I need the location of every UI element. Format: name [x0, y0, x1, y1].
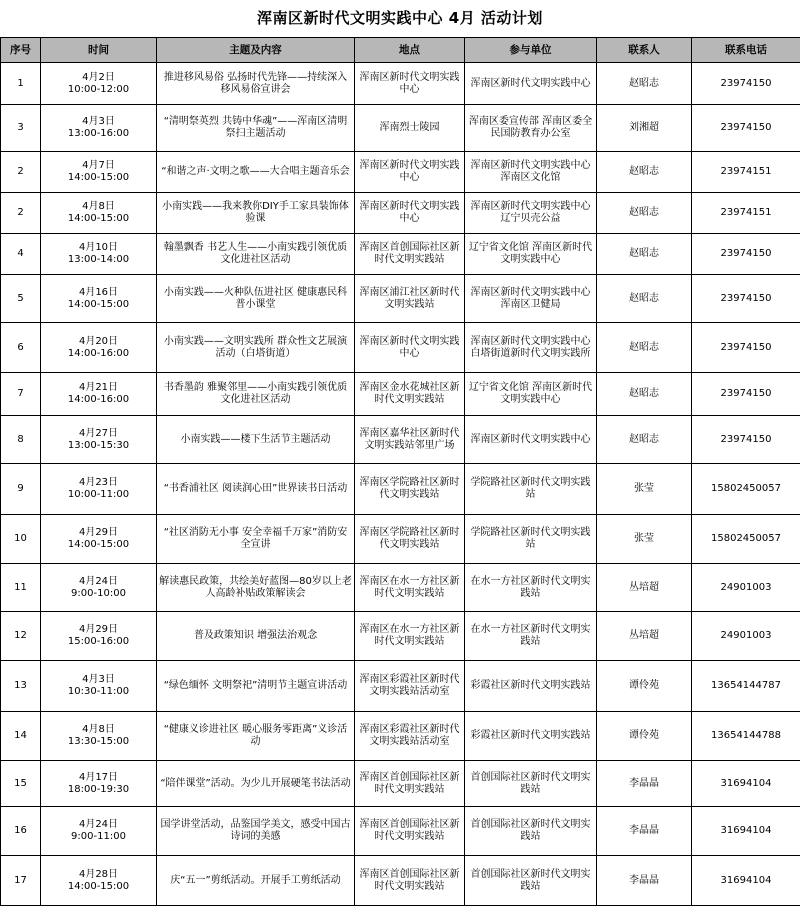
row-no-no: 8 — [17, 433, 24, 445]
page-title: 浑南区新时代文明实践中心 4月 活动计划 — [257, 9, 543, 27]
row-theme-theme: 庆“五一”剪纸活动。开展手工剪纸活动 — [170, 874, 341, 886]
header-units: 参与单位 — [465, 38, 597, 63]
row-place — [355, 712, 465, 761]
row-theme — [157, 807, 355, 856]
row-contact — [597, 464, 692, 515]
row-theme-theme: “绿色缅怀 文明祭祀”清明节主题宣讲活动 — [163, 680, 348, 691]
row-phone-phone: 23974150 — [720, 341, 772, 353]
row-phone — [692, 515, 800, 564]
table-row — [1, 275, 800, 323]
table-row — [1, 712, 800, 761]
row-no-no: 17 — [14, 874, 27, 886]
row-time-time: 13:00-15:30 — [67, 439, 130, 451]
row-phone-phone: 23974150 — [720, 248, 772, 259]
row-contact-contact: 赵昭志 — [629, 248, 659, 259]
row-theme-theme: 书香墨韵 雅聚邻里——小南实践引领优质文化进社区活动 — [163, 382, 348, 405]
row-phone-phone: 23974150 — [720, 433, 772, 445]
row-theme-theme: “陪伴课堂”活动。为少儿开展硬笔书法活动 — [160, 777, 351, 789]
row-contact-contact: 谭伶苑 — [629, 730, 659, 741]
row-units — [465, 105, 597, 152]
row-units-units: 首创国际社区新时代文明实践站 — [470, 819, 591, 842]
row-no-no: 3 — [17, 122, 24, 133]
row-contact-contact: 赵昭志 — [629, 77, 659, 89]
header-theme: 主题及内容 — [157, 38, 355, 63]
row-theme — [157, 275, 355, 323]
row-theme — [157, 515, 355, 564]
table-row — [1, 323, 800, 373]
row-place — [355, 464, 465, 515]
row-theme — [157, 761, 355, 807]
row-time-date: 4月3日 — [82, 116, 115, 127]
row-time-date: 4月10日 — [78, 242, 119, 253]
row-contact-contact: 刘湘超 — [629, 122, 659, 133]
row-units-units: 首创国际社区新时代文明实践站 — [470, 868, 591, 892]
row-contact-contact: 丛培超 — [629, 630, 659, 641]
row-theme — [157, 416, 355, 464]
header-place: 地点 — [355, 38, 465, 63]
row-contact-contact: 张莹 — [634, 533, 654, 544]
row-no — [1, 323, 41, 373]
row-time — [41, 275, 157, 323]
row-time — [41, 152, 157, 193]
row-contact — [597, 807, 692, 856]
row-units — [465, 373, 597, 416]
row-phone-phone: 24901003 — [720, 581, 772, 593]
row-phone — [692, 612, 800, 661]
row-theme — [157, 105, 355, 152]
row-contact-contact: 李晶晶 — [629, 825, 659, 836]
table-row — [1, 761, 800, 807]
row-units-units: 彩霞社区新时代文明实践站 — [470, 680, 591, 691]
row-units-units: 浑南区新时代文明实践中心 浑南区卫健局 — [470, 286, 591, 310]
row-theme-theme: 小南实践——楼下生活节主题活动 — [180, 433, 331, 445]
row-no — [1, 856, 41, 906]
row-time-date: 4月8日 — [82, 201, 115, 212]
row-theme — [157, 152, 355, 193]
row-units — [465, 275, 597, 323]
row-units — [465, 63, 597, 105]
row-time-date: 4月24日 — [78, 575, 119, 587]
row-theme — [157, 234, 355, 275]
row-time-date: 4月29日 — [78, 624, 119, 635]
row-time — [41, 373, 157, 416]
row-phone — [692, 564, 800, 612]
row-theme-theme: 解读惠民政策，共绘美好蓝图—80岁以上老人高龄补贴政策解读会 — [159, 575, 352, 599]
row-no-no: 5 — [17, 292, 24, 304]
row-no — [1, 105, 41, 152]
row-no — [1, 152, 41, 193]
row-contact-contact: 赵昭志 — [629, 207, 659, 218]
row-phone-phone: 13654144787 — [711, 680, 781, 691]
row-time-date: 4月21日 — [78, 382, 119, 393]
table-row — [1, 234, 800, 275]
row-time-time: 13:30-15:00 — [67, 736, 130, 747]
table-row — [1, 152, 800, 193]
row-no — [1, 416, 41, 464]
row-contact — [597, 323, 692, 373]
row-units — [465, 661, 597, 712]
row-contact — [597, 373, 692, 416]
row-contact-contact: 赵昭志 — [629, 166, 659, 177]
row-units-units: 学院路社区新时代文明实践站 — [470, 477, 591, 500]
row-time — [41, 712, 157, 761]
row-no — [1, 373, 41, 416]
row-contact-contact: 赵昭志 — [629, 341, 659, 353]
row-phone — [692, 323, 800, 373]
row-time-time: 13:00-14:00 — [67, 254, 130, 265]
row-theme-theme: 普及政策知识 增强法治观念 — [193, 630, 318, 641]
row-place-place: 浑南区彩霞社区新时代文明实践站活动室 — [359, 674, 460, 697]
row-time-date: 4月20日 — [78, 335, 119, 347]
table-row — [1, 464, 800, 515]
row-units-units: 学院路社区新时代文明实践站 — [470, 527, 591, 550]
row-time-date: 4月2日 — [82, 71, 115, 83]
row-place — [355, 275, 465, 323]
row-place — [355, 856, 465, 906]
row-no — [1, 193, 41, 234]
row-contact — [597, 105, 692, 152]
row-place-place: 浑南区首创国际社区新时代文明实践站 — [359, 868, 460, 892]
row-place — [355, 564, 465, 612]
row-units — [465, 152, 597, 193]
row-no-no: 2 — [17, 166, 24, 177]
row-phone — [692, 234, 800, 275]
row-place — [355, 807, 465, 856]
row-units — [465, 416, 597, 464]
row-units — [465, 807, 597, 856]
row-place — [355, 416, 465, 464]
row-time-time: 14:00-15:00 — [67, 880, 130, 892]
row-contact-contact: 赵昭志 — [629, 433, 659, 445]
row-theme — [157, 323, 355, 373]
row-no — [1, 464, 41, 515]
row-time-time: 15:00-16:00 — [67, 636, 130, 647]
row-time-date: 4月28日 — [78, 868, 119, 880]
row-time-time: 10:30-11:00 — [67, 686, 130, 697]
row-contact — [597, 661, 692, 712]
row-no-no: 7 — [17, 388, 24, 399]
row-no-no: 16 — [14, 825, 27, 836]
row-units-units: 在水一方社区新时代文明实践站 — [470, 575, 591, 599]
row-contact — [597, 275, 692, 323]
row-units — [465, 712, 597, 761]
header-no: 序号 — [1, 38, 41, 63]
row-no — [1, 564, 41, 612]
row-time-date: 4月23日 — [78, 477, 119, 488]
row-units — [465, 464, 597, 515]
row-phone — [692, 193, 800, 234]
row-theme — [157, 856, 355, 906]
row-phone-phone: 23974151 — [720, 166, 772, 177]
row-contact — [597, 515, 692, 564]
row-contact — [597, 193, 692, 234]
row-phone-phone: 23974150 — [720, 77, 772, 89]
row-phone — [692, 63, 800, 105]
row-units-units: 辽宁省文化馆 浑南区新时代文明实践中心 — [468, 382, 593, 405]
row-units — [465, 612, 597, 661]
table-header-row — [1, 38, 800, 63]
row-place-place: 浑南区首创国际社区新时代文明实践站 — [359, 242, 460, 265]
row-time-date: 4月24日 — [78, 819, 119, 830]
table-row — [1, 515, 800, 564]
row-place-place: 浑南区浦江社区新时代文明实践站 — [359, 286, 460, 310]
row-units-units: 首创国际社区新时代文明实践站 — [470, 771, 591, 795]
row-time-time: 14:00-15:00 — [67, 172, 130, 183]
row-theme-theme: “和谐之声·文明之歌——大合唱主题音乐会 — [161, 166, 350, 177]
row-time — [41, 464, 157, 515]
row-place-place: 浑南区新时代文明实践中心 — [359, 201, 460, 224]
row-units — [465, 515, 597, 564]
row-no — [1, 234, 41, 275]
row-no — [1, 275, 41, 323]
row-no — [1, 612, 41, 661]
row-units-units: 辽宁省文化馆 浑南区新时代文明实践中心 — [468, 242, 593, 265]
row-no — [1, 515, 41, 564]
header-contact: 联系人 — [597, 38, 692, 63]
row-place-place: 浑南区学院路社区新时代文明实践站 — [359, 527, 460, 550]
row-units-units: 彩霞社区新时代文明实践站 — [470, 730, 591, 741]
row-contact-contact: 赵昭志 — [629, 292, 659, 304]
table-row — [1, 807, 800, 856]
row-contact — [597, 564, 692, 612]
row-phone — [692, 807, 800, 856]
row-time-date: 4月8日 — [82, 724, 115, 735]
row-place — [355, 63, 465, 105]
row-no-no: 6 — [17, 341, 24, 353]
row-time-time: 10:00-11:00 — [67, 489, 130, 500]
row-place-place: 浑南区在水一方社区新时代文明实践站 — [359, 624, 460, 647]
row-phone — [692, 152, 800, 193]
row-phone — [692, 464, 800, 515]
row-place — [355, 661, 465, 712]
row-contact — [597, 416, 692, 464]
table-row — [1, 105, 800, 152]
row-theme — [157, 661, 355, 712]
row-no — [1, 712, 41, 761]
row-place-place: 浑南区新时代文明实践中心 — [359, 160, 460, 183]
row-theme-theme: 国学讲堂活动，品鉴国学美文，感受中国古诗词的美感 — [160, 819, 351, 842]
row-time-time: 14:00-16:00 — [67, 347, 130, 359]
row-time — [41, 661, 157, 712]
row-contact — [597, 712, 692, 761]
row-phone — [692, 416, 800, 464]
table-row — [1, 373, 800, 416]
row-theme-theme: “社区消防无小事 安全幸福千万家”消防安全宣讲 — [163, 527, 348, 550]
row-phone-phone: 31694104 — [720, 825, 772, 836]
row-units-units: 浑南区新时代文明实践中心 — [470, 77, 591, 89]
row-phone-phone: 23974151 — [720, 207, 772, 218]
row-units-units: 浑南区新时代文明实践中心 — [470, 433, 591, 445]
row-units — [465, 234, 597, 275]
row-no-no: 15 — [14, 777, 27, 789]
row-time — [41, 323, 157, 373]
row-contact — [597, 152, 692, 193]
row-no-no: 12 — [14, 630, 27, 641]
row-theme — [157, 612, 355, 661]
row-contact-contact: 李晶晶 — [629, 777, 659, 789]
row-place — [355, 323, 465, 373]
row-theme — [157, 564, 355, 612]
row-theme — [157, 373, 355, 416]
row-theme-theme: 翰墨飘香 书艺人生——小南实践引领优质文化进社区活动 — [163, 242, 348, 265]
row-place — [355, 373, 465, 416]
row-time-date: 4月29日 — [78, 527, 119, 538]
row-time — [41, 105, 157, 152]
activity-table — [0, 37, 800, 906]
row-no — [1, 807, 41, 856]
row-time — [41, 193, 157, 234]
row-place — [355, 761, 465, 807]
row-contact — [597, 761, 692, 807]
table-body — [1, 63, 800, 906]
row-contact-contact: 李晶晶 — [629, 874, 659, 886]
row-phone-phone: 23974150 — [720, 388, 772, 399]
table-row — [1, 63, 800, 105]
row-contact-contact: 丛培超 — [629, 581, 659, 593]
row-units — [465, 564, 597, 612]
row-phone — [692, 761, 800, 807]
row-theme-theme: 小南实践——我来教你DIY手工家具装饰体验课 — [162, 201, 349, 224]
row-theme — [157, 63, 355, 105]
row-no-no: 14 — [14, 730, 27, 741]
row-no — [1, 661, 41, 712]
row-time — [41, 807, 157, 856]
row-units — [465, 761, 597, 807]
table-row — [1, 856, 800, 906]
row-no-no: 9 — [17, 483, 24, 494]
row-time — [41, 234, 157, 275]
row-time — [41, 856, 157, 906]
row-contact — [597, 612, 692, 661]
row-time-time: 13:00-16:00 — [67, 128, 130, 139]
row-time-time: 9:00-10:00 — [71, 587, 126, 599]
row-theme-theme: “清明祭英烈 共铸中华魂”——浑南区清明祭扫主题活动 — [163, 116, 348, 139]
row-time-date: 4月7日 — [82, 160, 115, 171]
row-time — [41, 416, 157, 464]
row-theme — [157, 193, 355, 234]
table-row — [1, 612, 800, 661]
row-theme-theme: 小南实践——文明实践所 群众性文艺展演活动（白塔街道） — [163, 335, 348, 359]
row-place-place: 浑南区首创国际社区新时代文明实践站 — [359, 819, 460, 842]
row-time-date: 4月16日 — [78, 286, 119, 298]
row-place-place: 浑南区金水花城社区新时代文明实践站 — [359, 382, 460, 405]
row-units-units: 在水一方社区新时代文明实践站 — [470, 624, 591, 647]
row-units-units: 浑南区新时代文明实践中心 白塔街道新时代文明实践所 — [470, 335, 591, 359]
row-phone-phone: 13654144788 — [711, 730, 781, 741]
row-theme-theme: “书香浦社区 阅读润心田”世界读书日活动 — [163, 483, 348, 494]
row-place-place: 浑南区在水一方社区新时代文明实践站 — [359, 575, 460, 599]
row-theme-theme: 小南实践——火种队伍进社区 健康惠民科普小课堂 — [163, 286, 348, 310]
row-units-units: 浑南区新时代文明实践中心 辽宁贝壳公益 — [470, 201, 591, 224]
row-time-date: 4月17日 — [78, 771, 119, 783]
row-time — [41, 515, 157, 564]
row-phone-phone: 24901003 — [720, 630, 772, 641]
table-row — [1, 564, 800, 612]
row-no-no: 1 — [17, 77, 24, 89]
row-place — [355, 515, 465, 564]
row-contact-contact: 赵昭志 — [629, 388, 659, 399]
row-time — [41, 564, 157, 612]
row-time-time: 10:00-12:00 — [67, 83, 130, 95]
row-place-place: 浑南区学院路社区新时代文明实践站 — [359, 477, 460, 500]
row-units-units: 浑南区新时代文明实践中心 浑南区文化馆 — [470, 160, 591, 183]
row-time — [41, 63, 157, 105]
row-phone — [692, 105, 800, 152]
row-no-no: 13 — [14, 680, 27, 691]
row-no-no: 11 — [14, 581, 27, 593]
row-time — [41, 761, 157, 807]
table-row — [1, 193, 800, 234]
header-phone: 联系电话 — [692, 38, 800, 63]
row-phone — [692, 661, 800, 712]
row-no-no: 10 — [14, 533, 27, 544]
row-no-no: 2 — [17, 207, 24, 218]
row-time-time: 18:00-19:30 — [67, 783, 130, 795]
row-place — [355, 193, 465, 234]
row-phone-phone: 23974150 — [720, 292, 772, 304]
row-place — [355, 612, 465, 661]
row-place-place: 浑南区嘉华社区新时代文明实践站邻里广场 — [359, 427, 460, 451]
row-units — [465, 323, 597, 373]
row-place — [355, 105, 465, 152]
row-place-place: 浑南区新时代文明实践中心 — [359, 71, 460, 95]
row-units-units: 浑南区委宣传部 浑南区委全民国防教育办公室 — [468, 116, 593, 139]
row-phone — [692, 712, 800, 761]
row-phone-phone: 23974150 — [720, 122, 772, 133]
row-time-time: 14:00-16:00 — [67, 394, 130, 405]
row-phone-phone: 31694104 — [720, 777, 772, 789]
row-contact-contact: 谭伶苑 — [629, 680, 659, 691]
row-units — [465, 193, 597, 234]
row-contact — [597, 234, 692, 275]
row-phone-phone: 31694104 — [720, 874, 772, 886]
row-time-time: 14:00-15:00 — [67, 298, 130, 310]
row-contact-contact: 张莹 — [634, 483, 654, 494]
table-row — [1, 416, 800, 464]
row-phone-phone: 15802450057 — [711, 533, 781, 544]
row-place-place: 浑南区首创国际社区新时代文明实践站 — [359, 771, 460, 795]
row-no — [1, 63, 41, 105]
row-time-time: 14:00-15:00 — [67, 539, 130, 550]
row-theme — [157, 464, 355, 515]
row-theme-theme: “健康义诊进社区 暖心服务零距离”义诊活动 — [163, 724, 348, 747]
row-contact — [597, 856, 692, 906]
row-units — [465, 856, 597, 906]
row-time-time: 14:00-15:00 — [67, 213, 130, 224]
row-theme-theme: 推进移风易俗 弘扬时代先锋——持续深入移风易俗宣讲会 — [163, 71, 348, 95]
row-time-date: 4月27日 — [78, 427, 119, 439]
row-contact — [597, 63, 692, 105]
row-place-place: 浑南区新时代文明实践中心 — [359, 335, 460, 359]
row-no — [1, 761, 41, 807]
row-no-no: 4 — [17, 248, 24, 259]
row-theme — [157, 712, 355, 761]
row-phone-phone: 15802450057 — [711, 483, 781, 494]
table-row — [1, 661, 800, 712]
row-place-place: 浑南区彩霞社区新时代文明实践站活动室 — [359, 724, 460, 747]
header-time: 时间 — [41, 38, 157, 63]
row-phone — [692, 856, 800, 906]
row-phone — [692, 275, 800, 323]
row-time-time: 9:00-11:00 — [71, 831, 126, 842]
row-place — [355, 152, 465, 193]
row-place-place: 浑南烈士陵园 — [379, 122, 440, 133]
row-place — [355, 234, 465, 275]
row-time-date: 4月3日 — [82, 674, 115, 685]
row-time — [41, 612, 157, 661]
row-phone — [692, 373, 800, 416]
